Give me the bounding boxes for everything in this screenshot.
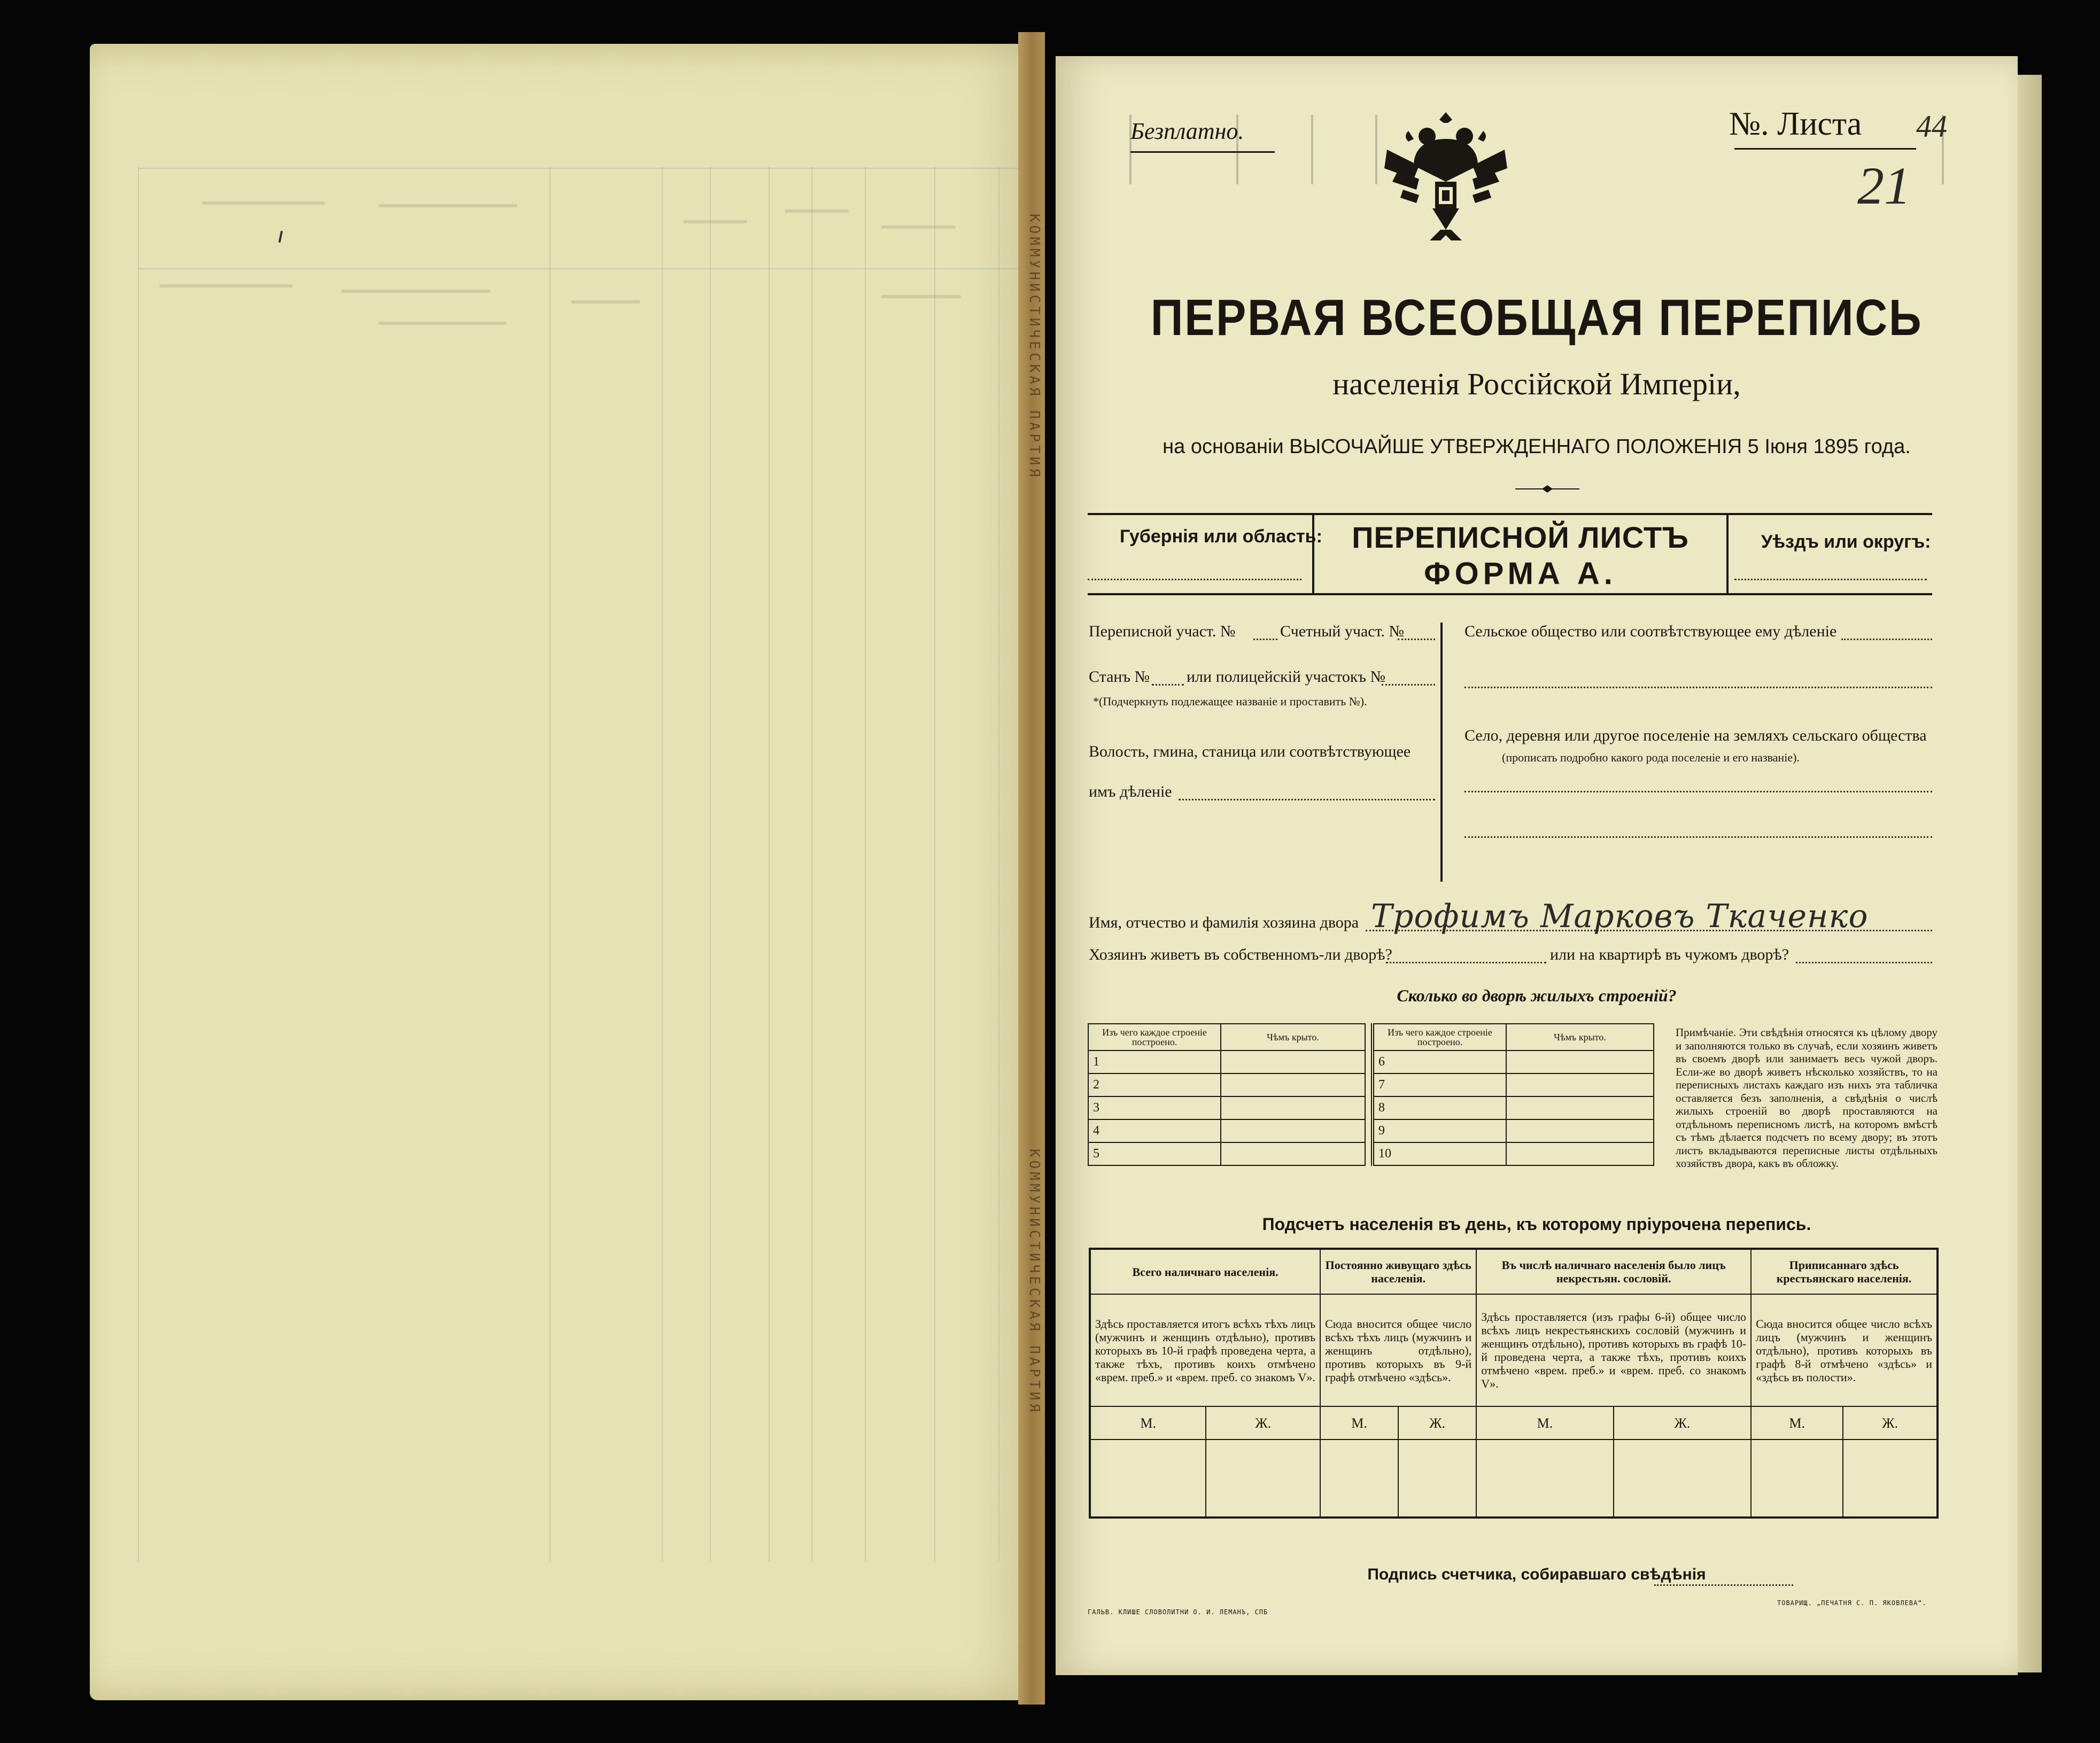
col-peasant-desc: Сюда вносится общее число всѣхъ лицъ (мужчинъ и женщинъ отдѣльно), противъ которыхъ въ графѣ 8-й отмѣчено «здѣсь» и «здѣсь въ полости».: [1751, 1294, 1938, 1406]
spine-stamp: КОММУНИСТИЧЕСКАЯ ПАРТИЯ: [1026, 1149, 1042, 1415]
faint-rule: [998, 167, 999, 1561]
table-row: 4: [1088, 1119, 1365, 1142]
col-roof: Чѣмъ крыто.: [1221, 1024, 1365, 1051]
ghost-text: [571, 300, 640, 304]
table-row: 8: [1373, 1096, 1654, 1119]
col-permanent-desc: Сюда вносится общее число всѣхъ тѣхъ лицъ (мужчинъ и женщинъ отдѣльно), противъ которыхъ въ 9-й графѣ отмѣчено «здѣсь».: [1320, 1294, 1476, 1406]
ghost-text: [341, 290, 491, 293]
underline: [1734, 148, 1916, 150]
stan-field[interactable]: [1152, 684, 1184, 686]
counting-section-field[interactable]: [1398, 639, 1435, 640]
society-label: Сельское общество или соотвѣтствующее ему дѣленіе: [1464, 622, 1837, 640]
society-field-2[interactable]: [1464, 687, 1932, 688]
left-page: [90, 44, 1042, 1700]
volost-field[interactable]: [1179, 799, 1435, 800]
lives-rent-field[interactable]: [1796, 962, 1932, 963]
count-cell[interactable]: [1206, 1439, 1320, 1518]
col-peasant: Приписаннаго здѣсь крестьянскаго населенія.: [1751, 1249, 1938, 1294]
spine-stamp: КОММУНИСТИЧЕСКАЯ ПАРТИЯ: [1026, 214, 1042, 480]
female-label: Ж.: [1398, 1406, 1476, 1439]
district-field[interactable]: [1734, 579, 1927, 580]
stan-note: *(Подчеркнуть подлежащее названіе и проставить №).: [1093, 695, 1367, 708]
faint-rule: [710, 167, 711, 1561]
buildings-question: Сколько во дворѣ жилыхъ строеній?: [1397, 986, 1677, 1005]
census-section-label: Переписной участ. №: [1089, 622, 1236, 640]
count-cell[interactable]: [1476, 1439, 1613, 1518]
table-row: 2: [1088, 1073, 1365, 1096]
ghost-text: [202, 201, 325, 205]
village-label: Село, деревня или другое поселеніе на земляхъ сельскаго общества: [1464, 727, 1927, 744]
counting-section-label: Счетный участ. №: [1280, 622, 1405, 640]
col-permanent: Постоянно живущаго здѣсь населенія.: [1320, 1249, 1476, 1294]
faint-rule: [662, 167, 663, 1561]
buildings-table-left: [1088, 1023, 1366, 1166]
ghost-text: [378, 322, 507, 325]
pen-mark: [278, 231, 283, 243]
population-count-table: [1089, 1248, 1939, 1519]
col-non-peasant-desc: Здѣсь проставляется (изъ графы 6-й) общее число всѣхъ лицъ некрестьянскихъ сословій (мужчинъ и женщинъ отдѣльно), противъ которыхъ въ графѣ 10-й проведена черта, а также тѣхъ, противъ коихъ отмѣчено «врем. преб.» и «врем. преб. со знакомъ V».: [1476, 1294, 1751, 1406]
province-field[interactable]: [1088, 579, 1301, 580]
sheet-number-label: №. Листа: [1729, 106, 1862, 142]
faint-rule: [138, 167, 139, 1561]
village-field-2[interactable]: [1464, 836, 1932, 838]
male-label: М.: [1751, 1406, 1843, 1439]
column-divider: [1440, 622, 1443, 882]
lives-own-field[interactable]: [1386, 962, 1546, 963]
form-title: ПЕРЕПИСНОЙ ЛИСТЪ: [1352, 520, 1689, 554]
ghost-text: [881, 225, 956, 229]
owner-handwritten-name: Трофимъ Марковъ Ткаченко: [1371, 898, 1869, 935]
free-label: Безплатно.: [1130, 118, 1244, 144]
ghost-text: [881, 295, 961, 298]
rule: [1088, 513, 1932, 515]
col-material: Изъ чего каждое строеніе построено.: [1088, 1024, 1221, 1051]
ghost-text: [785, 209, 849, 213]
male-label: М.: [1090, 1406, 1206, 1439]
count-cell[interactable]: [1843, 1439, 1938, 1518]
village-field[interactable]: [1464, 791, 1932, 792]
page-edge: [2015, 75, 2042, 1672]
signature-field[interactable]: [1654, 1584, 1793, 1586]
printer-credit-right: ТОВАРИЩ. „ПЕЧАТНЯ С. П. ЯКОВЛЕВА“.: [1777, 1599, 1927, 1607]
count-cell[interactable]: [1320, 1439, 1398, 1518]
village-note: (прописать подробно какого рода поселеніе и его названіе).: [1502, 751, 1800, 764]
female-label: Ж.: [1614, 1406, 1751, 1439]
page-subtitle: населенія Россійской Имперіи,: [1332, 367, 1741, 401]
faint-rule: [138, 268, 1026, 269]
col-material: Изъ чего каждое строеніе построено.: [1373, 1024, 1506, 1051]
lives-rent-label: или на квартирѣ въ чужомъ дворѣ?: [1550, 946, 1789, 963]
ghost-text: [683, 220, 747, 223]
male-label: М.: [1476, 1406, 1613, 1439]
decree-line: на основаніи ВЫСОЧАЙШЕ УТВЕРЖДЕННАГО ПОЛОЖЕНІЯ 5 Іюня 1895 года.: [1163, 435, 1911, 458]
col-total: Всего наличнаго населенія.: [1090, 1249, 1320, 1294]
lives-own-label: Хозяинъ живетъ въ собственномъ-ли дворѣ?: [1089, 946, 1392, 963]
faint-rule: [934, 167, 935, 1561]
ornament-icon: [1515, 484, 1579, 494]
col-non-peasant: Въ числѣ наличнаго населенія было лицъ некрестьян. сословій.: [1476, 1249, 1751, 1294]
police-section-field[interactable]: [1382, 684, 1435, 686]
province-label: Губернія или область:: [1120, 526, 1322, 547]
male-label: М.: [1320, 1406, 1398, 1439]
sheet-number-value: 44: [1916, 109, 1947, 144]
faint-rule: [811, 167, 812, 1561]
count-cell[interactable]: [1398, 1439, 1476, 1518]
buildings-table-right: [1371, 1023, 1654, 1166]
page-title: ПЕРВАЯ ВСЕОБЩАЯ ПЕРЕПИСЬ: [1150, 289, 1923, 346]
table-row: 6: [1373, 1051, 1654, 1073]
volost-label: Волость, гмина, станица или соотвѣтствующее: [1089, 743, 1411, 760]
table-row: 7: [1373, 1073, 1654, 1096]
table-row: 5: [1088, 1142, 1365, 1165]
footnote: Примѣчаніе. Эти свѣдѣнія относятся къ цѣлому двору и заполняются только въ случаѣ, если хозяинъ живетъ въ своемъ дворѣ или занимаетъ весь чужой дворъ. Если-же во дворѣ живетъ нѣсколько хозяйствъ, то на переписныхъ листахъ каждаго изъ нихъ эта табличка оставляется безъ заполненія, а свѣдѣнія о числѣ жилыхъ строеній во дворѣ проставляются на отдѣльномъ переписномъ листѣ, на которомъ вмѣстѣ съ тѣмъ дѣлается подсчетъ по всему двору; въ этотъ листъ вкладываются переписные листы отдѣльныхъ хозяйствъ двора, какъ въ обложку.: [1676, 1026, 1938, 1170]
police-section-label: или полицейскій участокъ №: [1187, 668, 1386, 686]
stan-label: Станъ №: [1089, 668, 1150, 686]
form-code: ФОРМА А.: [1424, 556, 1617, 591]
underline: [1130, 151, 1275, 153]
double-headed-eagle-icon: [1376, 107, 1515, 246]
col-roof: Чѣмъ крыто.: [1506, 1024, 1654, 1051]
ghost-text: [159, 284, 293, 287]
count-title: Подсчетъ населенія въ день, къ которому пріурочена перепись.: [1262, 1215, 1811, 1234]
count-cell[interactable]: [1614, 1439, 1751, 1518]
faint-rule: [865, 167, 866, 1561]
rule: [1088, 593, 1932, 595]
volost-label-2: имъ дѣленіе: [1089, 783, 1172, 800]
signature-label: Подпись счетчика, собиравшаго свѣдѣнія: [1367, 1566, 1706, 1583]
count-cell[interactable]: [1751, 1439, 1843, 1518]
col-total-desc: Здѣсь проставляется итогъ всѣхъ тѣхъ лицъ (мужчинъ и женщинъ отдѣльно), противъ которыхъ въ 10-й графѣ проведена черта, а также тѣхъ, противъ коихъ отмѣчено «врем. преб.» и «врем. преб. со знакомъ V».: [1090, 1294, 1320, 1406]
census-form-page: [1056, 56, 2018, 1675]
rule: [1726, 513, 1729, 593]
owner-label: Имя, отчество и фамилія хозяина двора: [1089, 914, 1359, 931]
table-row: 3: [1088, 1096, 1365, 1119]
district-label: Уѣздъ или округъ:: [1761, 532, 1931, 552]
table-row: 9: [1373, 1119, 1654, 1142]
table-row: 1: [1088, 1051, 1365, 1073]
female-label: Ж.: [1843, 1406, 1938, 1439]
printer-credit-left: ГАЛЬВ. КЛИШЕ СЛОВОЛИТНИ О. И. ЛЕМАНЪ, СПБ: [1088, 1608, 1268, 1616]
sheet-number-handwritten: 21: [1857, 156, 1911, 215]
faint-rule: [549, 167, 551, 1561]
census-section-field[interactable]: [1253, 639, 1277, 640]
count-cell[interactable]: [1090, 1439, 1206, 1518]
faint-rule: [138, 168, 1026, 169]
table-row: 10: [1373, 1142, 1654, 1165]
female-label: Ж.: [1206, 1406, 1320, 1439]
faint-rule: [769, 167, 770, 1561]
society-field[interactable]: [1841, 639, 1932, 640]
ghost-text: [378, 204, 517, 207]
